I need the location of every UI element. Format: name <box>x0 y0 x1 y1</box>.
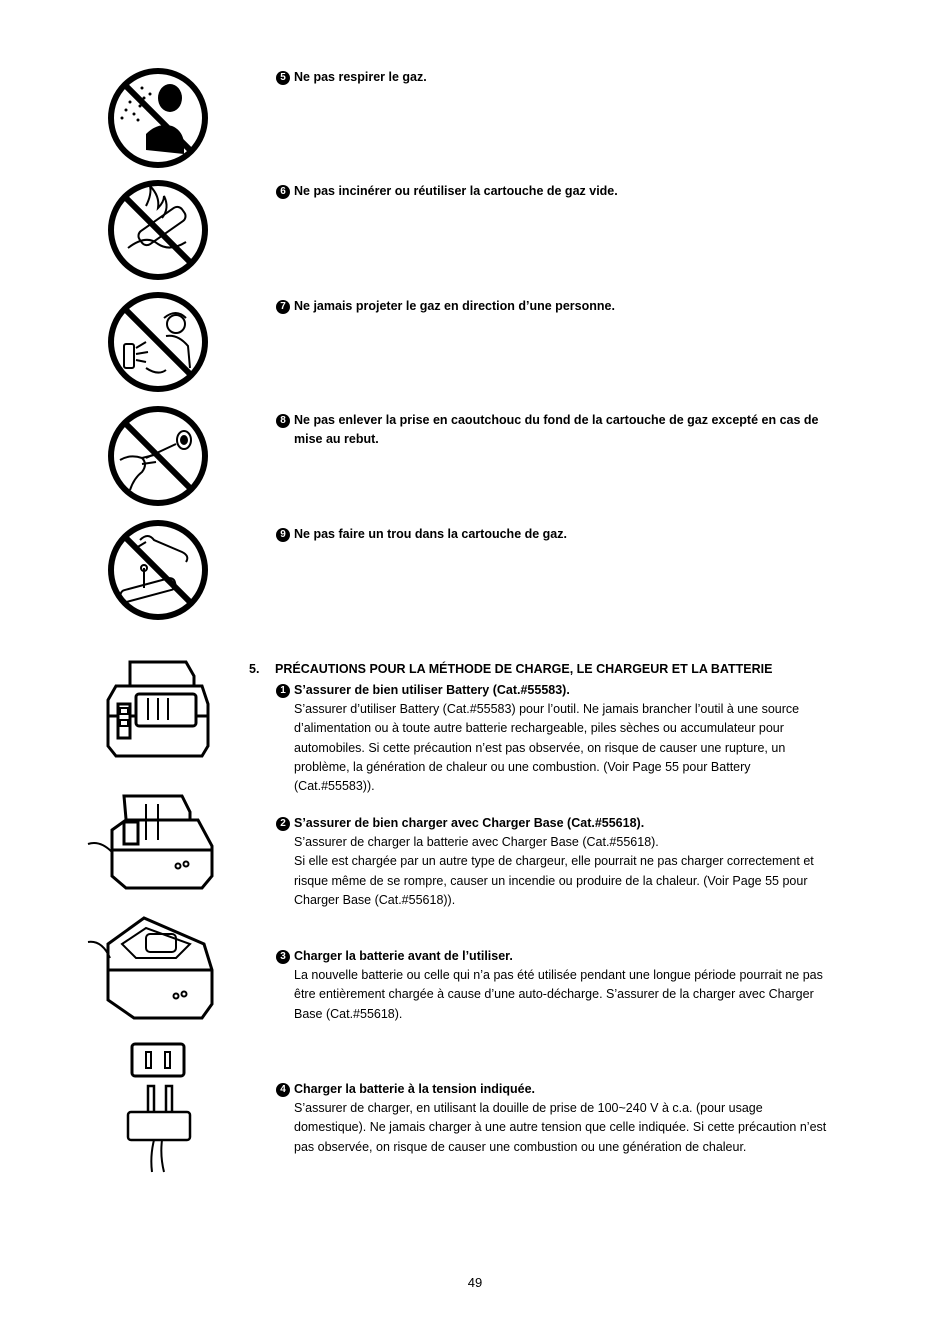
no-puncture-icon <box>106 518 210 622</box>
precaution-item-3 <box>276 947 856 1024</box>
precaution-item-1 <box>276 681 856 796</box>
battery-icon <box>102 656 212 762</box>
warning-9 <box>276 525 856 544</box>
warning-text: Ne pas respirer le gaz. <box>294 70 427 84</box>
item-line: domestique). Ne jamais charger à une autre tension que celle indiquée. Si cette précaution n’est <box>294 1120 827 1135</box>
item-line: risque même de se rompre, causer un incendie ou produire de la chaleur. (Voir Page 55 pour <box>294 873 808 888</box>
section-number: 5. <box>249 662 260 676</box>
warning-text: Ne pas enlever la prise en caoutchouc du fond de la cartouche de gaz excepté en cas de <box>294 413 819 427</box>
item-line: S’assurer de charger, en utilisant la douille de prise de 100~240 V à c.a. (pour usage <box>294 1101 763 1116</box>
power-outlet-icon <box>126 1040 190 1080</box>
item-body <box>276 966 856 1024</box>
warning-8 <box>276 411 856 449</box>
item-line: La nouvelle batterie ou celle qui n’a pas été utilisée pendant une longue période pourrait ne pas <box>294 968 823 983</box>
warning-number-badge: 9 <box>276 528 290 542</box>
item-line: d’alimentation ou à toute autre batterie rechargeable, piles sèches ou accumulateur pour <box>294 721 784 736</box>
item-line: Charger Base (Cat.#55618)). <box>294 892 456 907</box>
item-body <box>276 833 856 910</box>
no-remove-plug-icon <box>106 404 210 508</box>
item-line: Si elle est chargée par un autre type de chargeur, elle pourrait ne pas charger correctement et <box>294 854 814 869</box>
warning-text: Ne pas faire un trou dans la cartouche de gaz. <box>294 527 567 541</box>
item-line: automobiles. Si cette précaution n’est pas observée, on risque de causer une rupture, un <box>294 740 786 755</box>
item-number-badge: 3 <box>276 950 290 964</box>
warning-text-continued: mise au rebut. <box>294 432 379 446</box>
item-heading: S’assurer de bien charger avec Charger Base (Cat.#55618). <box>294 816 645 830</box>
no-breathing-icon <box>106 66 210 170</box>
section-title: PRÉCAUTIONS POUR LA MÉTHODE DE CHARGE, LE CHARGEUR ET LA BATTERIE <box>275 662 773 676</box>
warning-number-badge: 7 <box>276 300 290 314</box>
item-heading: S’assurer de bien utiliser Battery (Cat.#55583). <box>294 683 570 697</box>
warning-text: Ne pas incinérer ou réutiliser la cartouche de gaz vide. <box>294 184 618 198</box>
warning-6 <box>276 182 856 201</box>
item-heading: Charger la batterie à la tension indiquée. <box>294 1082 536 1096</box>
warning-number-badge: 5 <box>276 71 290 85</box>
charger-base-icon <box>86 914 216 1026</box>
precaution-item-2 <box>276 814 856 910</box>
item-body <box>276 1099 856 1157</box>
item-line: Base (Cat.#55618). <box>294 1006 403 1021</box>
warning-number-badge: 8 <box>276 414 290 428</box>
no-incinerate-icon <box>106 178 210 282</box>
item-line: S’assurer de charger la batterie avec Charger Base (Cat.#55618). <box>294 835 659 850</box>
warning-5 <box>276 68 856 87</box>
power-plug-icon <box>124 1082 194 1174</box>
battery-on-charger-icon <box>86 790 216 896</box>
item-line: pas observée, on risque de causer une combustion ou une génération de chaleur. <box>294 1139 747 1154</box>
warning-7 <box>276 297 856 316</box>
item-line: (Cat.#55583)). <box>294 779 375 794</box>
item-number-badge: 1 <box>276 684 290 698</box>
item-line: problème, la génération de chaleur ou une combustion. (Voir Page 55 pour Battery <box>294 759 751 774</box>
no-spray-person-icon <box>106 290 210 394</box>
precaution-item-4 <box>276 1080 856 1157</box>
warning-number-badge: 6 <box>276 185 290 199</box>
item-heading: Charger la batterie avant de l’utiliser. <box>294 949 513 963</box>
item-number-badge: 2 <box>276 817 290 831</box>
item-body <box>276 700 856 796</box>
item-number-badge: 4 <box>276 1083 290 1097</box>
page-number: 49 <box>467 1275 483 1290</box>
warning-text: Ne jamais projeter le gaz en direction d’une personne. <box>294 299 615 313</box>
section-heading <box>249 662 772 676</box>
item-line: être entièrement chargée à cause d’une auto-décharge. S’assurer de la charger avec Charger <box>294 987 814 1002</box>
item-line: S’assurer d’utiliser Battery (Cat.#55583) pour l’outil. Ne jamais brancher l’outil à une source <box>294 702 800 717</box>
